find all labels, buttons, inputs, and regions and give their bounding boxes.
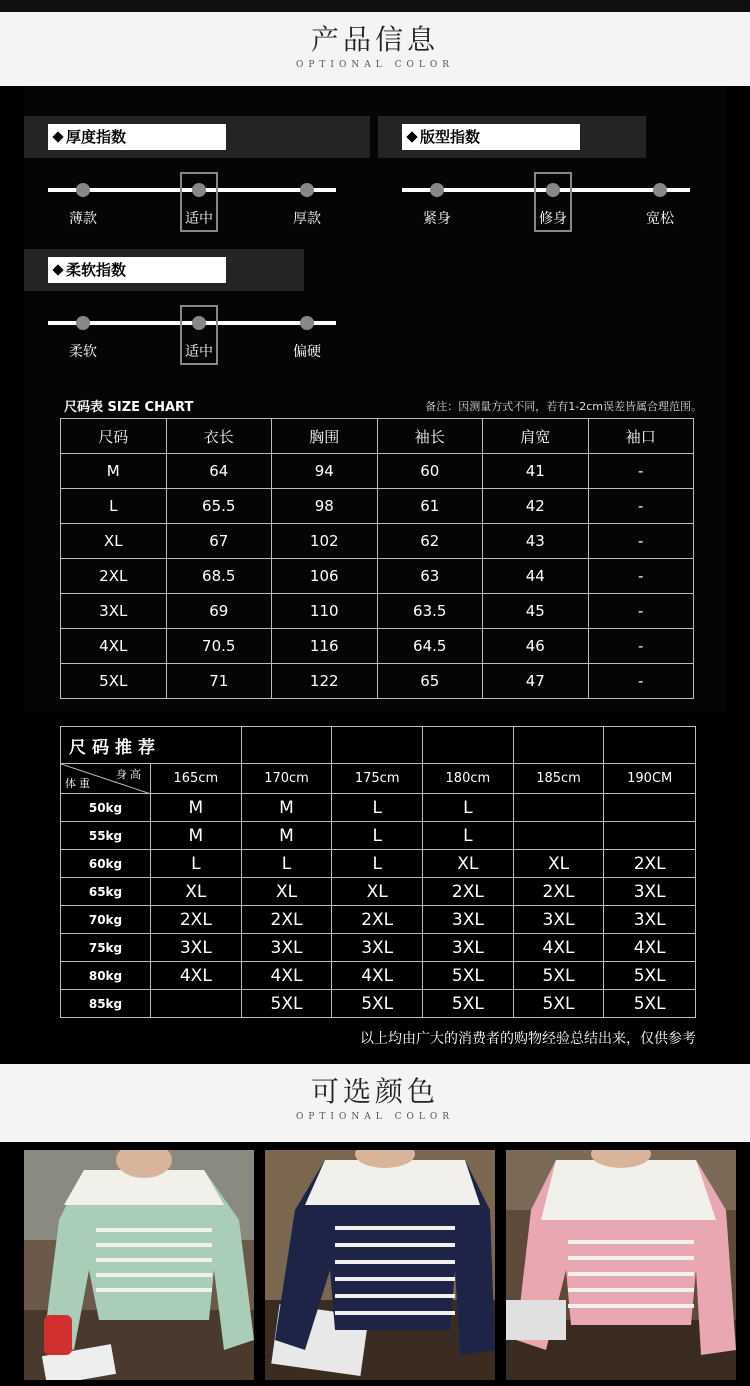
product-info-header — [0, 12, 750, 86]
table-cell: 3XL — [332, 934, 423, 962]
table-row — [61, 990, 696, 1018]
height-cell: 170cm — [241, 764, 332, 794]
table-cell — [513, 822, 604, 850]
table-cell: 98 — [272, 489, 378, 524]
table-cell: M — [151, 822, 242, 850]
table-cell: L — [61, 489, 167, 524]
table-cell: 3XL — [61, 594, 167, 629]
slider-option: 紧身 — [423, 211, 451, 227]
table-cell: L — [423, 794, 514, 822]
table-row — [61, 906, 696, 934]
weight-label: 体重 — [65, 777, 93, 790]
slider-option-selected: 适中 — [185, 344, 213, 360]
table-row — [61, 962, 696, 990]
slider-dot — [430, 183, 444, 197]
product-info-subtitle: OPTIONAL COLOR — [296, 60, 454, 70]
table-header-row — [61, 727, 696, 764]
slider-dot — [300, 316, 314, 330]
table-cell: 61 — [377, 489, 483, 524]
diamond-icon — [52, 264, 63, 275]
slider-option-selected: 适中 — [185, 211, 213, 227]
table-header-cell: 肩宽 — [483, 419, 589, 454]
table-header-cell: 衣长 — [166, 419, 272, 454]
diamond-icon — [406, 131, 417, 142]
table-cell: 5XL — [604, 990, 696, 1018]
table-cell: 41 — [483, 454, 589, 489]
pink-shirt-image — [506, 1150, 736, 1380]
table-cell: 69 — [166, 594, 272, 629]
table-cell: - — [588, 454, 694, 489]
table-row — [61, 850, 696, 878]
weight-cell: 85kg — [61, 990, 151, 1018]
height-cell: 190CM — [604, 764, 696, 794]
weight-cell: 80kg — [61, 962, 151, 990]
table-cell: 60 — [377, 454, 483, 489]
table-cell: L — [332, 822, 423, 850]
table-cell: XL — [423, 850, 514, 878]
table-cell: 3XL — [151, 934, 242, 962]
table-cell: 45 — [483, 594, 589, 629]
table-cell: 3XL — [604, 878, 696, 906]
table-cell: 4XL — [604, 934, 696, 962]
table-cell: 5XL — [61, 664, 167, 699]
table-cell: 2XL — [604, 850, 696, 878]
table-row — [61, 664, 694, 699]
weight-cell: 75kg — [61, 934, 151, 962]
table-cell: 42 — [483, 489, 589, 524]
weight-cell: 70kg — [61, 906, 151, 934]
table-cell: 2XL — [151, 906, 242, 934]
height-header-row — [61, 764, 696, 794]
table-cell: 3XL — [423, 906, 514, 934]
color-photos — [0, 1142, 750, 1386]
table-cell: 4XL — [241, 962, 332, 990]
slider-option-selected: 修身 — [539, 211, 567, 227]
weight-cell: 65kg — [61, 878, 151, 906]
size-chart-table — [60, 418, 694, 699]
table-cell: XL — [332, 878, 423, 906]
size-recommend-table — [60, 726, 696, 1018]
photo-pink-shirt — [506, 1150, 736, 1380]
table-cell: 4XL — [332, 962, 423, 990]
slider-option: 柔软 — [69, 344, 97, 360]
table-cell: 5XL — [241, 990, 332, 1018]
table-cell: - — [588, 664, 694, 699]
height-cell: 185cm — [513, 764, 604, 794]
table-cell: 2XL — [332, 906, 423, 934]
table-cell: 4XL — [61, 629, 167, 664]
table-header-cell: 袖口 — [588, 419, 694, 454]
table-cell: 46 — [483, 629, 589, 664]
product-info-title: 产品信息 — [310, 23, 439, 56]
table-cell: 63.5 — [377, 594, 483, 629]
table-cell: 62 — [377, 524, 483, 559]
colors-title: 可选颜色 — [310, 1075, 439, 1108]
slider-dot — [76, 183, 90, 197]
table-cell: L — [151, 850, 242, 878]
table-row — [61, 454, 694, 489]
table-cell: - — [588, 629, 694, 664]
table-cell: 67 — [166, 524, 272, 559]
table-cell: L — [332, 794, 423, 822]
table-header-row — [61, 419, 694, 454]
slider-dot — [300, 183, 314, 197]
table-cell: 3XL — [513, 906, 604, 934]
product-info-panel — [24, 86, 726, 712]
table-cell: L — [423, 822, 514, 850]
slider-option: 宽松 — [646, 211, 674, 227]
colors-header — [0, 1064, 750, 1142]
height-cell: 165cm — [151, 764, 242, 794]
fit-index-label: 版型指数 — [402, 124, 580, 150]
table-cell: 2XL — [513, 878, 604, 906]
table-cell: 2XL — [61, 559, 167, 594]
table-cell: M — [61, 454, 167, 489]
table-cell: 5XL — [604, 962, 696, 990]
table-row — [61, 629, 694, 664]
table-cell: 4XL — [151, 962, 242, 990]
table-cell: 47 — [483, 664, 589, 699]
table-row — [61, 524, 694, 559]
table-cell: XL — [241, 878, 332, 906]
table-cell: 3XL — [604, 906, 696, 934]
height-label: 身高 — [116, 768, 144, 781]
table-cell: - — [588, 559, 694, 594]
navy-shirt-image — [265, 1150, 495, 1380]
softness-index-label: 柔软指数 — [48, 257, 226, 283]
table-header-cell: 胸围 — [272, 419, 378, 454]
height-weight-corner — [61, 764, 151, 794]
table-row — [61, 794, 696, 822]
table-cell: M — [151, 794, 242, 822]
table-header-cell: 尺码 — [61, 419, 167, 454]
softness-index-box — [24, 249, 304, 291]
table-cell: 3XL — [241, 934, 332, 962]
table-cell — [151, 990, 242, 1018]
table-cell: 5XL — [513, 962, 604, 990]
table-cell: 116 — [272, 629, 378, 664]
size-chart-title: 尺码表 SIZE CHART — [64, 400, 194, 415]
slider-option: 偏硬 — [293, 344, 321, 360]
table-cell: 4XL — [513, 934, 604, 962]
table-cell: 2XL — [423, 878, 514, 906]
table-cell: XL — [151, 878, 242, 906]
table-cell: 106 — [272, 559, 378, 594]
table-cell: 65 — [377, 664, 483, 699]
mint-shirt-image — [24, 1150, 254, 1380]
table-cell: XL — [513, 850, 604, 878]
table-cell: 3XL — [423, 934, 514, 962]
table-cell: - — [588, 489, 694, 524]
table-cell: XL — [61, 524, 167, 559]
height-cell: 180cm — [423, 764, 514, 794]
size-chart-note: 备注：因测量方式不同，若有1-2cm误差皆属合理范围。 — [425, 400, 702, 413]
table-cell: 65.5 — [166, 489, 272, 524]
table-cell — [604, 822, 696, 850]
table-row — [61, 559, 694, 594]
table-cell: 63 — [377, 559, 483, 594]
softness-slider — [48, 307, 336, 367]
table-cell: 94 — [272, 454, 378, 489]
table-cell: 122 — [272, 664, 378, 699]
table-cell: 5XL — [513, 990, 604, 1018]
table-cell: - — [588, 524, 694, 559]
table-cell — [513, 794, 604, 822]
top-strip — [0, 0, 750, 12]
table-cell — [604, 794, 696, 822]
table-cell: 70.5 — [166, 629, 272, 664]
weight-cell: 50kg — [61, 794, 151, 822]
table-row — [61, 934, 696, 962]
table-header-cell: 袖长 — [377, 419, 483, 454]
photo-navy-shirt — [265, 1150, 495, 1380]
table-row — [61, 594, 694, 629]
height-cell: 175cm — [332, 764, 423, 794]
colors-subtitle: OPTIONAL COLOR — [296, 1112, 454, 1122]
table-cell: 43 — [483, 524, 589, 559]
fit-index-box — [378, 116, 646, 158]
table-cell: 102 — [272, 524, 378, 559]
table-cell: M — [241, 794, 332, 822]
weight-cell: 55kg — [61, 822, 151, 850]
table-cell: 5XL — [423, 990, 514, 1018]
diamond-icon — [52, 131, 63, 142]
size-recommend-panel — [24, 712, 726, 1062]
table-row — [61, 489, 694, 524]
table-cell: 5XL — [332, 990, 423, 1018]
fit-slider — [402, 174, 690, 234]
table-cell: 2XL — [241, 906, 332, 934]
table-cell: - — [588, 594, 694, 629]
slider-dot — [76, 316, 90, 330]
table-cell: L — [241, 850, 332, 878]
weight-cell: 60kg — [61, 850, 151, 878]
slider-option: 薄款 — [69, 211, 97, 227]
table-cell: 5XL — [423, 962, 514, 990]
table-cell: 44 — [483, 559, 589, 594]
slider-option: 厚款 — [293, 211, 321, 227]
thickness-index-box — [24, 116, 370, 158]
table-row — [61, 822, 696, 850]
thickness-index-label: 厚度指数 — [48, 124, 226, 150]
table-cell: 71 — [166, 664, 272, 699]
table-cell: 110 — [272, 594, 378, 629]
table-cell: M — [241, 822, 332, 850]
photo-mint-shirt — [24, 1150, 254, 1380]
size-recommend-title: 尺码推荐 — [61, 727, 242, 764]
table-cell: 64 — [166, 454, 272, 489]
thickness-slider — [48, 174, 336, 234]
table-cell: L — [332, 850, 423, 878]
size-recommend-footnote: 以上均由广大的消费者的购物经验总结出来，仅供参考 — [360, 1031, 696, 1047]
slider-dot — [653, 183, 667, 197]
table-row — [61, 878, 696, 906]
table-cell: 64.5 — [377, 629, 483, 664]
table-cell: 68.5 — [166, 559, 272, 594]
